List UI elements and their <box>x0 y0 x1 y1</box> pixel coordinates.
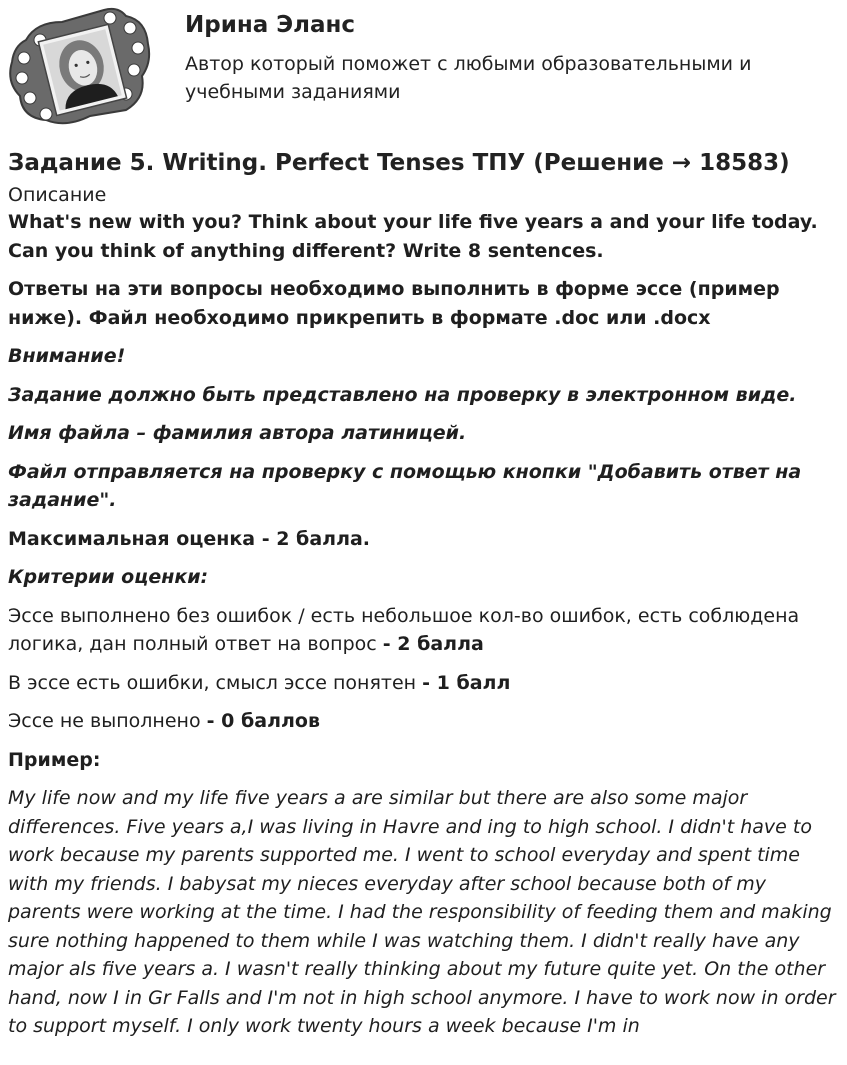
note-button: Файл отправляется на проверку с помощью кнопки "Добавить ответ на задание". <box>8 460 802 511</box>
criterion-item <box>8 669 840 698</box>
example-text: My life now and my life five years a are similar but there are also some major differences. Five years a,I was living in Havre and ing to high school. I didn't have to work because my parents supported me. I went to school everyday and spent time with my friends. I babysat my nieces everyday after school because both of my parents were working at the time. I had the responsibility of feeding them and making sure nothing happened to them while I was watching them. I didn't really have any major als five years a. I wasn't really thinking about my future quite yet. On the other hand, now I in Gr Falls and I'm not in high school anymore. I have to work now in order to support myself. I only work twenty hours a week because I'm in <box>8 787 836 1037</box>
author-description: Автор который поможет с любыми образовательными и учебными заданиями <box>185 53 752 103</box>
criterion-item <box>8 602 840 659</box>
criteria-label: Критерии оценки: <box>8 566 209 588</box>
criterion-item <box>8 707 840 736</box>
task-content <box>8 146 840 1041</box>
task-title: Задание 5. Writing. Perfect Tenses ТПУ (Решение → 18583) <box>8 150 790 176</box>
criterion-text: Эссе выполнено без ошибок / есть небольшое кол-во ошибок, есть соблюдена логика, дан полный ответ на вопрос <box>8 604 800 655</box>
criterion-score: - 2 балла <box>382 633 484 655</box>
author-name[interactable]: Ирина Эланс <box>185 12 356 38</box>
task-question: What's new with you? Think about your life five years a and your life today. Can you think of anything different? Write 8 sentences. <box>8 211 818 262</box>
max-score: Максимальная оценка - 2 балла. <box>8 527 371 550</box>
author-header <box>0 0 847 132</box>
attention-label: Внимание! <box>8 345 126 367</box>
author-avatar <box>6 6 152 128</box>
criterion-text: Эссе не выполнено <box>8 710 207 732</box>
criterion-score: - 1 балл <box>422 671 511 694</box>
note-filename: Имя файла – фамилия автора латиницей. <box>8 422 467 444</box>
note-electronic: Задание должно быть представлено на проверку в электронном виде. <box>8 383 797 406</box>
task-instructions: Ответы на эти вопросы необходимо выполнить в форме эссе (пример ниже). Файл необходимо прикрепить в формате .doc или .docx <box>8 278 780 329</box>
description-label: Описание <box>8 184 107 206</box>
example-label: Пример: <box>8 748 101 771</box>
criterion-score: - 0 баллов <box>206 710 320 732</box>
criterion-text: В эссе есть ошибки, смысл эссе понятен <box>8 671 423 694</box>
